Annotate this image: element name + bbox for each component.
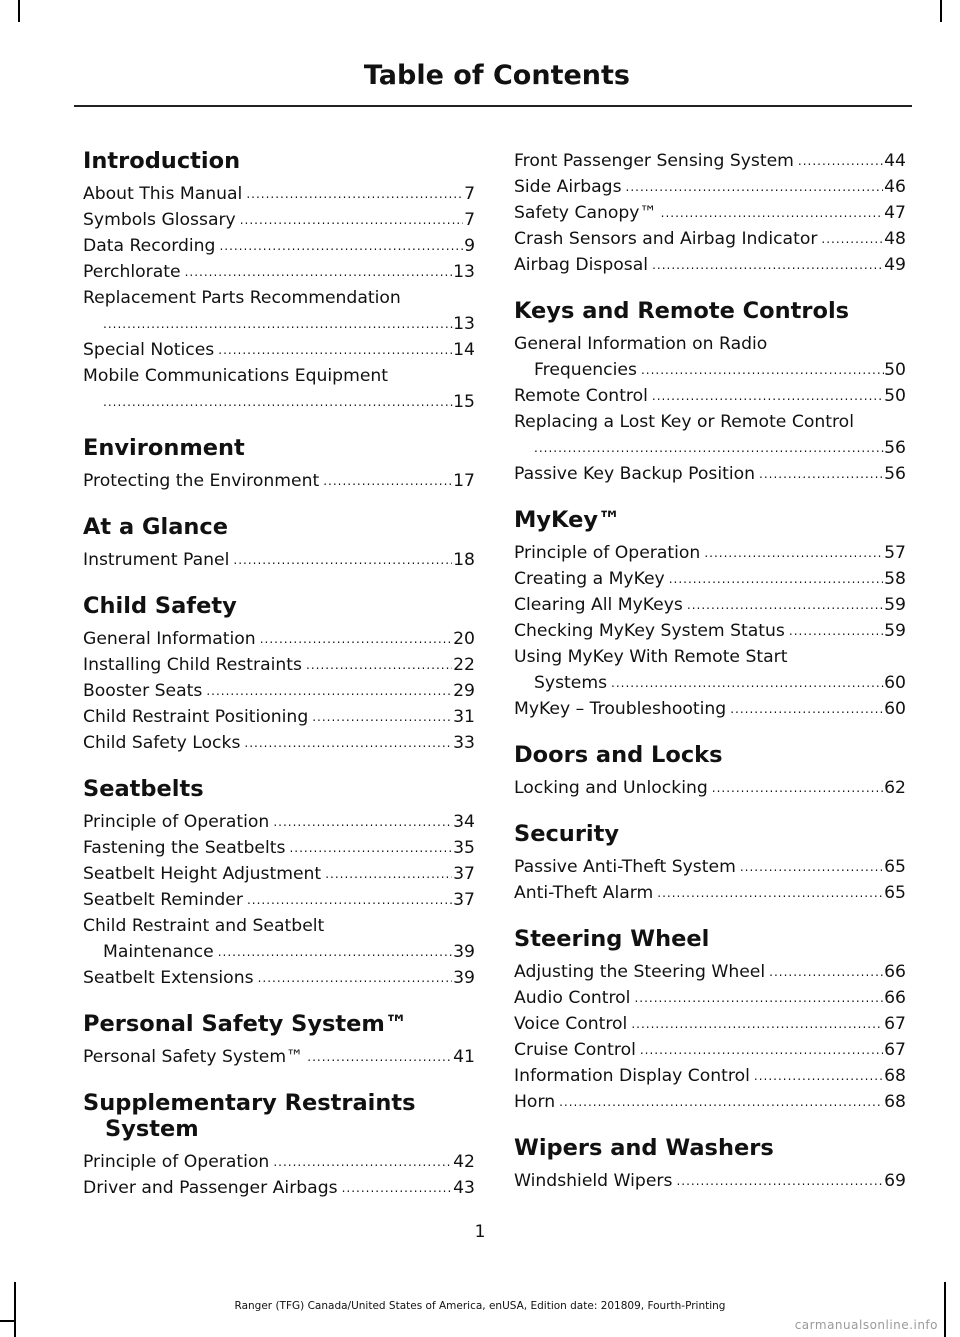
entry-page-number: 50 bbox=[884, 386, 906, 406]
entry-page-number: 7 bbox=[464, 184, 475, 204]
dot-leader bbox=[240, 210, 463, 230]
toc-entry-link[interactable] bbox=[514, 1037, 906, 1063]
entry-label: Replacement Parts Recommendation bbox=[83, 288, 401, 308]
entry-page-number: 42 bbox=[453, 1152, 475, 1172]
entry-label: Passive Anti-Theft System bbox=[514, 857, 736, 877]
dot-leader bbox=[307, 1047, 452, 1067]
entry-page-number: 65 bbox=[884, 883, 906, 903]
toc-entry-link[interactable] bbox=[514, 1168, 906, 1194]
dot-leader bbox=[185, 262, 453, 282]
toc-section bbox=[514, 1135, 906, 1194]
section-heading bbox=[514, 1135, 906, 1161]
dot-leader bbox=[661, 203, 883, 223]
entry-label: Checking MyKey System Status bbox=[514, 621, 785, 641]
toc-section bbox=[83, 593, 475, 756]
entry-page-number: 48 bbox=[884, 229, 906, 249]
section-heading-text: Security bbox=[514, 821, 620, 847]
dot-leader bbox=[759, 464, 883, 484]
entry-label: Cruise Control bbox=[514, 1040, 636, 1060]
dot-leader bbox=[312, 707, 452, 727]
entry-label: Child Restraint Positioning bbox=[83, 707, 309, 727]
dot-leader bbox=[342, 1178, 453, 1198]
entry-label: Installing Child Restraints bbox=[83, 655, 302, 675]
toc-entry-link[interactable] bbox=[514, 383, 906, 409]
entry-page-number: 33 bbox=[453, 733, 475, 753]
dot-leader bbox=[740, 857, 883, 877]
section-heading bbox=[83, 593, 475, 619]
toc-entry-link[interactable] bbox=[514, 226, 906, 252]
toc-entry-link[interactable] bbox=[83, 913, 475, 965]
crop-mark bbox=[18, 0, 20, 22]
entry-label: Seatbelt Reminder bbox=[83, 890, 243, 910]
dot-leader bbox=[669, 569, 883, 589]
toc-entry-link[interactable] bbox=[514, 252, 906, 278]
entry-page-number: 46 bbox=[884, 177, 906, 197]
toc-entry-link[interactable] bbox=[83, 730, 475, 756]
entry-label: Seatbelt Height Adjustment bbox=[83, 864, 322, 884]
entry-page-number: 20 bbox=[453, 629, 475, 649]
toc-entry-link[interactable] bbox=[83, 626, 475, 652]
dot-leader bbox=[559, 1092, 883, 1112]
dot-leader bbox=[244, 733, 452, 753]
entry-label: Locking and Unlocking bbox=[514, 778, 708, 798]
entry-page-number: 13 bbox=[453, 314, 475, 334]
watermark: carmanualsonline.info bbox=[794, 1318, 938, 1332]
toc-left-column bbox=[83, 148, 475, 1221]
toc-entry-link[interactable] bbox=[514, 959, 906, 985]
entry-continuation bbox=[514, 357, 906, 383]
entry-label: Horn bbox=[514, 1092, 556, 1112]
entry-label: Passive Key Backup Position bbox=[514, 464, 756, 484]
entry-label: Front Passenger Sensing System bbox=[514, 151, 794, 171]
section-heading bbox=[83, 1011, 475, 1037]
section-heading-text: Doors and Locks bbox=[514, 742, 723, 768]
entry-page-number: 15 bbox=[453, 392, 475, 412]
toc-section bbox=[514, 507, 906, 722]
dot-leader bbox=[103, 314, 453, 334]
toc-section bbox=[514, 298, 906, 487]
entry-label: Using MyKey With Remote Start bbox=[514, 647, 788, 667]
dot-leader bbox=[769, 962, 883, 982]
entry-label: Frequencies bbox=[534, 360, 637, 380]
entry-page-number: 68 bbox=[884, 1066, 906, 1086]
toc-entry-link[interactable] bbox=[514, 1011, 906, 1037]
entry-page-number: 17 bbox=[453, 471, 475, 491]
dot-leader bbox=[754, 1066, 883, 1086]
dot-leader bbox=[687, 595, 883, 615]
entry-page-number: 35 bbox=[453, 838, 475, 858]
entry-label: Principle of Operation bbox=[83, 1152, 270, 1172]
toc-entry-link[interactable] bbox=[514, 985, 906, 1011]
entry-page-number: 62 bbox=[884, 778, 906, 798]
entry-page-number: 22 bbox=[453, 655, 475, 675]
dot-leader bbox=[246, 184, 463, 204]
entry-label: Symbols Glossary bbox=[83, 210, 236, 230]
toc-entry-link[interactable] bbox=[514, 1063, 906, 1089]
crop-mark bbox=[940, 0, 942, 22]
toc-entry-link[interactable] bbox=[514, 409, 906, 461]
entry-label: Safety Canopy™ bbox=[514, 203, 657, 223]
entry-page-number: 60 bbox=[884, 673, 906, 693]
toc-section bbox=[83, 776, 475, 991]
dot-leader bbox=[534, 438, 884, 458]
dot-leader bbox=[260, 629, 452, 649]
toc-entry-link[interactable] bbox=[514, 148, 906, 174]
dot-leader bbox=[634, 988, 883, 1008]
toc-entry-link[interactable] bbox=[514, 461, 906, 487]
dot-leader bbox=[219, 236, 463, 256]
toc-section bbox=[83, 148, 475, 415]
dot-leader bbox=[626, 177, 884, 197]
section-heading bbox=[514, 742, 906, 768]
entry-label: Adjusting the Steering Wheel bbox=[514, 962, 766, 982]
entry-label: Seatbelt Extensions bbox=[83, 968, 254, 988]
toc-entry-link[interactable] bbox=[83, 259, 475, 285]
entry-page-number: 68 bbox=[884, 1092, 906, 1112]
section-heading-text: Introduction bbox=[83, 148, 241, 174]
entry-page-number: 47 bbox=[884, 203, 906, 223]
entry-label: Data Recording bbox=[83, 236, 216, 256]
toc-entry-link[interactable] bbox=[83, 1149, 475, 1175]
toc-entry-link[interactable] bbox=[83, 652, 475, 678]
section-heading-text: Seatbelts bbox=[83, 776, 204, 802]
toc-section bbox=[514, 742, 906, 801]
section-heading bbox=[83, 435, 475, 461]
toc-section bbox=[83, 514, 475, 573]
toc-entry-link[interactable] bbox=[83, 965, 475, 991]
entry-page-number: 7 bbox=[464, 210, 475, 230]
toc-entry-link[interactable] bbox=[83, 207, 475, 233]
entry-page-number: 31 bbox=[453, 707, 475, 727]
entry-page-number: 66 bbox=[884, 988, 906, 1008]
dot-leader bbox=[323, 471, 452, 491]
entry-label: Principle of Operation bbox=[514, 543, 701, 563]
section-heading bbox=[83, 514, 475, 540]
dot-leader bbox=[103, 392, 453, 412]
dot-leader bbox=[218, 340, 452, 360]
entry-page-number: 37 bbox=[453, 890, 475, 910]
dot-leader bbox=[325, 864, 452, 884]
toc-entry-link[interactable] bbox=[83, 861, 475, 887]
toc-entry-link[interactable] bbox=[514, 696, 906, 722]
entry-page-number: 41 bbox=[453, 1047, 475, 1067]
section-heading-text: MyKey™ bbox=[514, 507, 621, 533]
section-heading-text: Wipers and Washers bbox=[514, 1135, 774, 1161]
entry-label: Remote Control bbox=[514, 386, 648, 406]
toc-entry-link[interactable] bbox=[514, 331, 906, 383]
toc-entry-link[interactable] bbox=[83, 1044, 475, 1070]
section-heading bbox=[514, 926, 906, 952]
dot-leader bbox=[631, 1014, 883, 1034]
dot-leader bbox=[730, 699, 883, 719]
entry-label: Creating a MyKey bbox=[514, 569, 665, 589]
entry-page-number: 57 bbox=[884, 543, 906, 563]
toc-entry-link[interactable] bbox=[83, 835, 475, 861]
section-heading-text: System bbox=[105, 1116, 199, 1142]
entry-label: Maintenance bbox=[103, 942, 214, 962]
entry-label: About This Manual bbox=[83, 184, 243, 204]
entry-label: General Information bbox=[83, 629, 256, 649]
dot-leader bbox=[652, 255, 883, 275]
toc-section bbox=[514, 926, 906, 1115]
entry-page-number: 29 bbox=[453, 681, 475, 701]
toc-entry-link[interactable] bbox=[83, 704, 475, 730]
entry-label: Personal Safety System™ bbox=[83, 1047, 304, 1067]
toc-entry-link[interactable] bbox=[83, 678, 475, 704]
section-heading-text: Child Safety bbox=[83, 593, 237, 619]
entry-page-number: 14 bbox=[453, 340, 475, 360]
entry-label: Fastening the Seatbelts bbox=[83, 838, 286, 858]
dot-leader bbox=[247, 890, 452, 910]
entry-label: Booster Seats bbox=[83, 681, 203, 701]
dot-leader bbox=[289, 838, 452, 858]
section-heading-text: Keys and Remote Controls bbox=[514, 298, 850, 324]
entry-page-number: 44 bbox=[884, 151, 906, 171]
toc-entry-link[interactable] bbox=[83, 809, 475, 835]
entry-page-number: 59 bbox=[884, 595, 906, 615]
entry-page-number: 58 bbox=[884, 569, 906, 589]
toc-entry-link[interactable] bbox=[83, 337, 475, 363]
dot-leader bbox=[798, 151, 883, 171]
dot-leader bbox=[218, 942, 453, 962]
toc-entry-link[interactable] bbox=[83, 887, 475, 913]
dot-leader bbox=[306, 655, 452, 675]
toc-entry-link[interactable] bbox=[83, 547, 475, 573]
entry-label: Replacing a Lost Key or Remote Control bbox=[514, 412, 854, 432]
entry-page-number: 37 bbox=[453, 864, 475, 884]
dot-leader bbox=[652, 386, 883, 406]
toc-entry-link[interactable] bbox=[514, 174, 906, 200]
entry-page-number: 39 bbox=[453, 968, 475, 988]
dot-leader bbox=[657, 883, 883, 903]
toc-section bbox=[514, 148, 906, 278]
section-heading bbox=[83, 776, 475, 802]
toc-entry-link[interactable] bbox=[83, 1175, 475, 1201]
dot-leader bbox=[821, 229, 883, 249]
entry-label: Audio Control bbox=[514, 988, 631, 1008]
dot-leader bbox=[712, 778, 883, 798]
entry-page-number: 60 bbox=[884, 699, 906, 719]
entry-page-number: 66 bbox=[884, 962, 906, 982]
entry-page-number: 34 bbox=[453, 812, 475, 832]
entry-page-number: 50 bbox=[884, 360, 906, 380]
header-divider bbox=[74, 105, 912, 107]
dot-leader bbox=[641, 360, 884, 380]
toc-entry-link[interactable] bbox=[83, 285, 475, 337]
footer-edition-text: Ranger (TFG) Canada/United States of America, enUSA, Edition date: 201809, Fourth-Printing bbox=[234, 1300, 726, 1312]
dot-leader bbox=[789, 621, 883, 641]
entry-label: Mobile Communications Equipment bbox=[83, 366, 389, 386]
entry-page-number: 56 bbox=[884, 464, 906, 484]
entry-label: MyKey – Troubleshooting bbox=[514, 699, 727, 719]
section-heading bbox=[514, 821, 906, 847]
entry-label: Child Safety Locks bbox=[83, 733, 241, 753]
section-heading-text: At a Glance bbox=[83, 514, 228, 540]
entry-label: Driver and Passenger Airbags bbox=[83, 1178, 338, 1198]
entry-continuation bbox=[514, 435, 906, 461]
toc-entry-link[interactable] bbox=[514, 540, 906, 566]
dot-leader bbox=[273, 1152, 452, 1172]
entry-label: Crash Sensors and Airbag Indicator bbox=[514, 229, 818, 249]
page-title: Table of Contents bbox=[363, 60, 630, 91]
entry-label: Clearing All MyKeys bbox=[514, 595, 683, 615]
crop-mark bbox=[0, 1320, 14, 1322]
entry-page-number: 39 bbox=[453, 942, 475, 962]
toc-entry-link[interactable] bbox=[514, 200, 906, 226]
dot-leader bbox=[676, 1171, 883, 1191]
entry-label: Airbag Disposal bbox=[514, 255, 649, 275]
entry-page-number: 69 bbox=[884, 1171, 906, 1191]
dot-leader bbox=[704, 543, 883, 563]
toc-section bbox=[514, 821, 906, 906]
entry-label: Instrument Panel bbox=[83, 550, 230, 570]
dot-leader bbox=[640, 1040, 883, 1060]
toc-entry-link[interactable] bbox=[83, 468, 475, 494]
toc-entry-link[interactable] bbox=[514, 592, 906, 618]
entry-page-number: 43 bbox=[453, 1178, 475, 1198]
entry-label: Side Airbags bbox=[514, 177, 622, 197]
entry-continuation bbox=[83, 311, 475, 337]
entry-page-number: 59 bbox=[884, 621, 906, 641]
entry-continuation bbox=[83, 389, 475, 415]
section-heading-text: Supplementary Restraints bbox=[83, 1090, 416, 1116]
dot-leader bbox=[206, 681, 452, 701]
entry-label: Voice Control bbox=[514, 1014, 628, 1034]
entry-page-number: 67 bbox=[884, 1014, 906, 1034]
entry-label: Special Notices bbox=[83, 340, 215, 360]
toc-right-column bbox=[514, 148, 906, 1214]
entry-label: General Information on Radio bbox=[514, 334, 768, 354]
entry-label: Information Display Control bbox=[514, 1066, 750, 1086]
entry-label: Systems bbox=[534, 673, 608, 693]
entry-page-number: 56 bbox=[884, 438, 906, 458]
section-heading-text: Steering Wheel bbox=[514, 926, 710, 952]
toc-entry-link[interactable] bbox=[83, 363, 475, 415]
toc-section bbox=[83, 1090, 475, 1201]
entry-page-number: 13 bbox=[453, 262, 475, 282]
entry-page-number: 18 bbox=[453, 550, 475, 570]
dot-leader bbox=[611, 673, 884, 693]
section-heading bbox=[83, 1090, 475, 1142]
toc-entry-link[interactable] bbox=[514, 1089, 906, 1115]
section-heading bbox=[514, 507, 906, 533]
toc-entry-link[interactable] bbox=[83, 181, 475, 207]
entry-page-number: 9 bbox=[464, 236, 475, 256]
entry-continuation bbox=[514, 670, 906, 696]
page-number: 1 bbox=[474, 1222, 486, 1242]
entry-label: Protecting the Environment bbox=[83, 471, 320, 491]
dot-leader bbox=[273, 812, 452, 832]
toc-entry-link[interactable] bbox=[514, 775, 906, 801]
dot-leader bbox=[233, 550, 452, 570]
toc-entry-link[interactable] bbox=[514, 854, 906, 880]
section-heading-text: Environment bbox=[83, 435, 245, 461]
dot-leader bbox=[258, 968, 453, 988]
section-heading-text: Personal Safety System™ bbox=[83, 1011, 408, 1037]
toc-section bbox=[83, 435, 475, 494]
entry-label: Perchlorate bbox=[83, 262, 181, 282]
entry-label: Child Restraint and Seatbelt bbox=[83, 916, 325, 936]
section-heading bbox=[83, 148, 475, 174]
entry-page-number: 65 bbox=[884, 857, 906, 877]
entry-page-number: 67 bbox=[884, 1040, 906, 1060]
toc-section bbox=[83, 1011, 475, 1070]
section-heading bbox=[514, 298, 906, 324]
toc-entry-link[interactable] bbox=[514, 880, 906, 906]
entry-label: Anti-Theft Alarm bbox=[514, 883, 654, 903]
toc-entry-link[interactable] bbox=[514, 566, 906, 592]
entry-page-number: 49 bbox=[884, 255, 906, 275]
toc-entry-link[interactable] bbox=[514, 618, 906, 644]
toc-entry-link[interactable] bbox=[83, 233, 475, 259]
toc-entry-link[interactable] bbox=[514, 644, 906, 696]
entry-label: Principle of Operation bbox=[83, 812, 270, 832]
entry-label: Windshield Wipers bbox=[514, 1171, 673, 1191]
entry-continuation bbox=[83, 939, 475, 965]
